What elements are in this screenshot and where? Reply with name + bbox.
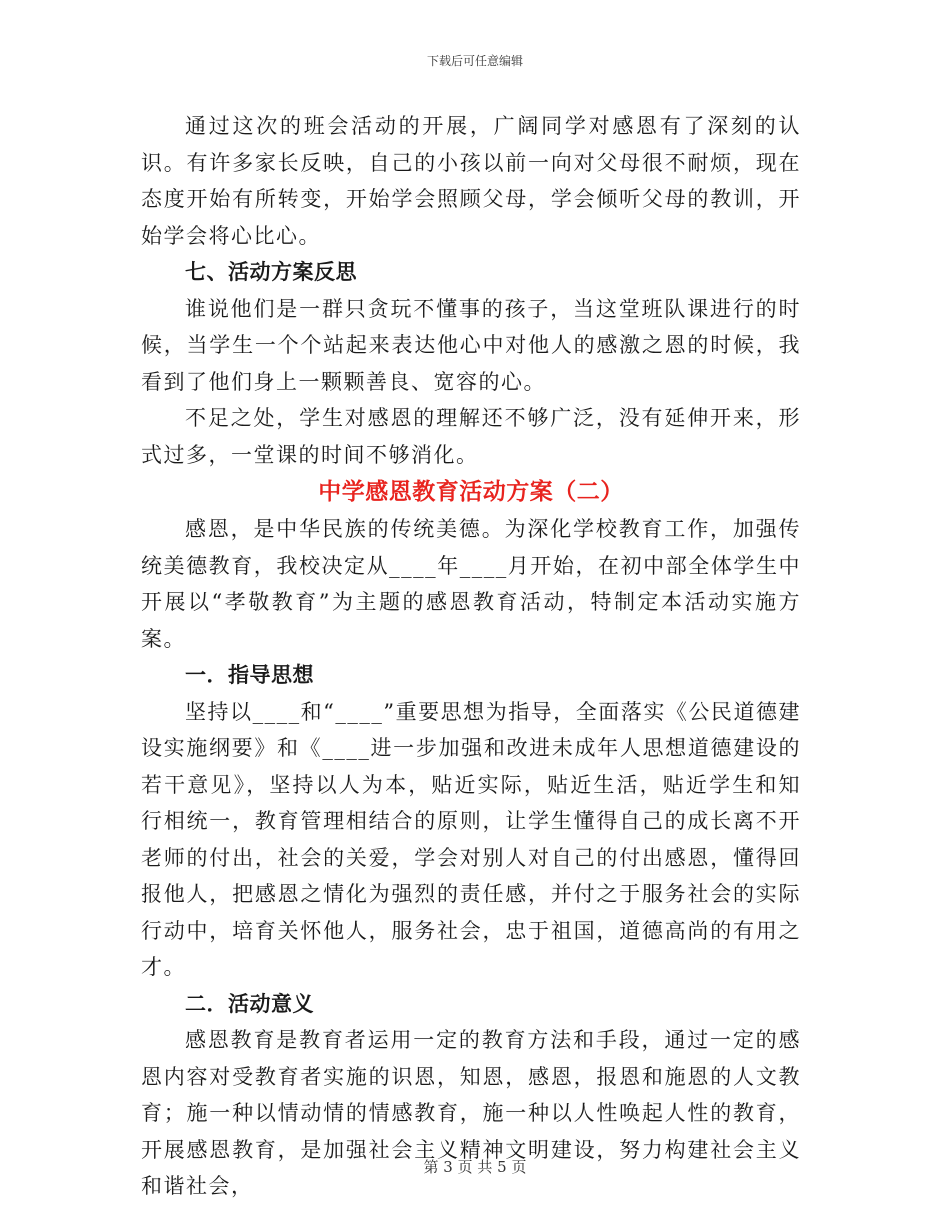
heading-activity-significance: 二．活动意义 <box>185 990 314 1016</box>
page-header: 下载后可任意编辑 <box>426 54 523 68</box>
paragraph-reflection-2: 不足之处，学生对感恩的理解还不够广泛，没有延伸开来，形式过多，一堂课的时间不够消化。 <box>141 406 801 467</box>
document-body <box>141 108 801 1205</box>
heading-guiding-ideology: 一．指导思想 <box>185 662 314 687</box>
section-title-plan-two: 中学感恩教育活动方案（二） <box>318 478 624 505</box>
paragraph-reflection-1: 谁说他们是一群只贪玩不懂事的孩子，当这堂班队课进行的时候，当学生一个个站起来表达他心中对他人的感激之恩的时候，我看到了他们身上一颗颗善良、宽容的心。 <box>141 296 801 394</box>
paragraph-class-meeting-result: 通过这次的班会活动的开展，广阔同学对感恩有了深刻的认识。有许多家长反映，自己的小孩以前一向对父母很不耐烦，现在态度开始有所转变，开始学会照顾父母，学会倾听父母的教训，开始学会将心比心。 <box>141 114 801 248</box>
paragraph-guiding-ideology: 坚持以____和“____”重要思想为指导，全面落实《公民道德建设实施纲要》和《____进一步加强和改进未成年人思想道德建设的若干意见》，坚持以人为本，贴近实际，贴近生活，贴近学生和知行相统一，教育管理相结合的原则，让学生懂得自己的成长离不开老师的付出，社会的关爱，学会对别人对自己的付出感恩，懂得回报他人，把感恩之情化为强烈的责任感，并付之于服务社会的实际行动中，培育关怀他人，服务社会，忠于祖国，道德高尚的有用之才。 <box>141 699 801 979</box>
paragraph-intro: 感恩，是中华民族的传统美德。为深化学校教育工作，加强传统美德教育，我校决定从____年____月开始，在初中部全体学生中开展以“孝敬教育”为主题的感恩教育活动，特制定本活动实施方案。 <box>141 517 801 651</box>
paragraph-activity-significance: 感恩教育是教育者运用一定的教育方法和手段，通过一定的感恩内容对受教育者实施的识恩，知恩，感恩，报恩和施恩的人文教育；施一种以情动情的情感教育，施一种以人性唤起人性的教育，开展感恩教育，是加强社会主义精神文明建设，努力构建社会主义和谐社会， <box>141 1028 801 1198</box>
heading-reflection: 七、活动方案反思 <box>185 259 357 284</box>
page-footer: 第 3 页 共 5 页 <box>423 1158 527 1176</box>
